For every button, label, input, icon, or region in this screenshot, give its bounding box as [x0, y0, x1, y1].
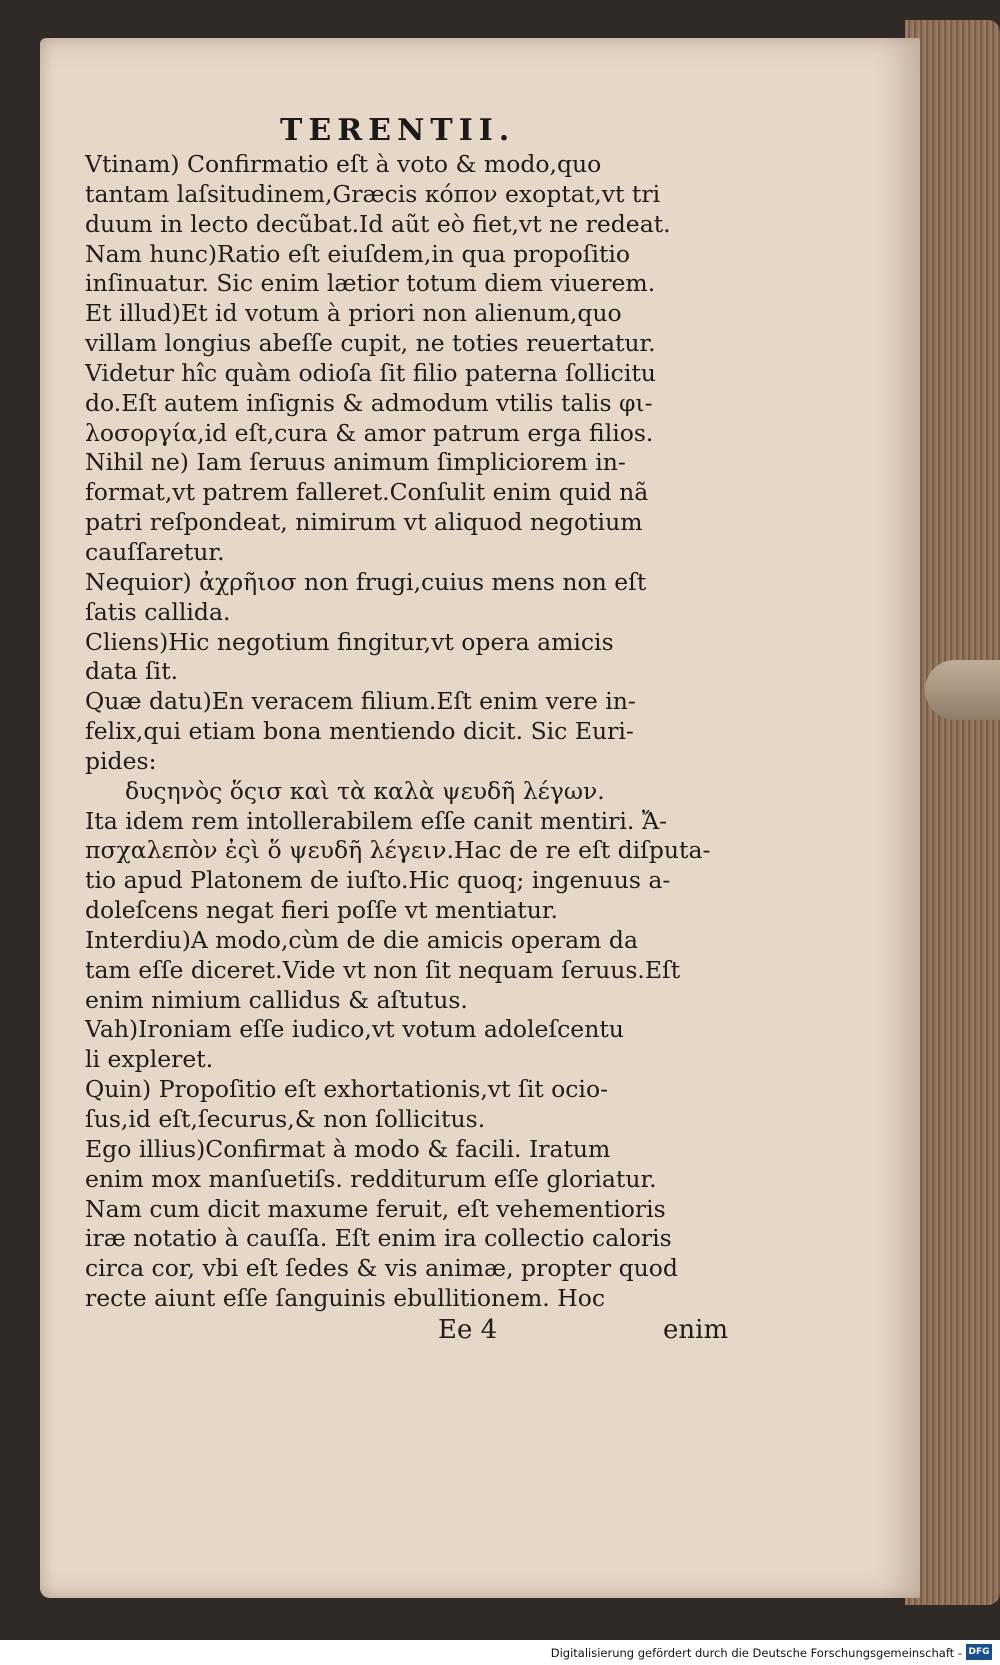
text-line: pides: [85, 746, 157, 775]
text-line: recte aiunt eſſe ſanguinis ebullitionem. Hoc [85, 1284, 606, 1313]
text-line: tantam laſsitudinem,Græcis κόπον exoptat,vt tri [85, 179, 661, 208]
greek-quote-line: δυςηνὸς ὅςισ καὶ τὰ καλὰ ψευδῆ λέγων. [125, 776, 605, 805]
text-line: iræ notatio à cauſſa. Eſt enim ira collectio caloris [85, 1224, 672, 1253]
text-line: inſinuatur. Sic enim lætior totum diem viuerem. [85, 269, 656, 298]
dfg-logo: DFG [966, 1644, 992, 1660]
text-line: villam longius abeſſe cupit, ne toties reuertatur. [85, 329, 656, 358]
book-clasp [925, 660, 1000, 720]
signature-mark: Ee 4 [438, 1315, 498, 1345]
running-header: TERENTII. [280, 113, 516, 148]
page-body [85, 150, 725, 1314]
text-line: Quin) Propoſitio eſt exhortationis,vt ſit ocio- [85, 1075, 609, 1104]
text-line: circa cor, vbi eſt ſedes & vis animæ, propter quod [85, 1254, 678, 1283]
text-line: do.Eſt autem inſignis & admodum vtilis talis φι- [85, 388, 653, 417]
text-line: Ita idem rem intollerabilem eſſe canit mentiri. Ἄ- [85, 806, 668, 835]
text-line: format,vt patrem falleret.Conſulit enim quid nã [85, 478, 649, 507]
text-line: Quæ datu)En veracem filium.Eſt enim vere in- [85, 687, 636, 716]
text-line: πσχαλεπὸν ἐςὶ ὅ ψευδῆ λέγειν.Hac de re eſt diſputa- [85, 836, 711, 865]
text-line: Vah)Ironiam eſſe iudico,vt votum adoleſcentu [85, 1015, 624, 1044]
text-line: tio apud Platonem de iuſto.Hic quoq; ingenuus a- [85, 866, 671, 895]
text-line: felix,qui etiam bona mentiendo dicit. Sic Euri- [85, 717, 634, 746]
text-line: Nam hunc)Ratio eſt eiuſdem,in qua propoſitio [85, 239, 631, 268]
text-line: duum in lecto decũbat.Id aũt eò fiet,vt ne redeat. [85, 209, 671, 238]
text-line: Cliens)Hic negotium fingitur,vt opera amicis [85, 627, 614, 656]
text-line: Nequior) ἀχρῆιοσ non frugi,cuius mens non eſt [85, 567, 647, 596]
text-line: Et illud)Et id votum à priori non alienum,quo [85, 299, 622, 328]
text-line: cauſſaretur. [85, 537, 225, 566]
text-line: Ego illius)Confirmat à modo & facili. Iratum [85, 1134, 611, 1163]
text-line: doleſcens negat fieri poſſe vt mentiatur. [85, 896, 559, 925]
catchword: enim [663, 1315, 729, 1345]
text-line: tam eſſe diceret.Vide vt non ſit nequam ſeruus.Eſt [85, 955, 681, 984]
text-line: ſus,id eſt,ſecurus,& non ſollicitus. [85, 1105, 486, 1133]
text-line: enim nimium callidus & aſtutus. [85, 985, 468, 1014]
text-line: λοσοργία,id eſt,cura & amor patrum erga filios. [85, 418, 654, 447]
text-line: Interdiu)A modo,cùm de die amicis operam da [85, 925, 638, 954]
text-line: enim mox manſuetiſs. redditurum eſſe gloriatur. [85, 1164, 657, 1193]
text-line: Vtinam) Confirmatio eſt à voto & modo,quo [85, 150, 602, 178]
text-line: data ſit. [85, 657, 179, 686]
text-line: Nihil ne) Iam ſeruus animum ſimpliciorem in- [85, 448, 626, 477]
funding-notice: Digitalisierung gefördert durch die Deutsche Forschungsgemeinschaft - [550, 1646, 962, 1660]
text-line: Nam cum dicit maxume feruit, eſt vehementioris [85, 1194, 666, 1223]
text-line: li expleret. [85, 1045, 214, 1074]
text-line: Videtur hîc quàm odioſa ſit filio paterna ſollicitu [85, 358, 656, 387]
text-line: ſatis callida. [85, 597, 231, 626]
text-line: patri reſpondeat, nimirum vt aliquod negotium [85, 508, 643, 537]
